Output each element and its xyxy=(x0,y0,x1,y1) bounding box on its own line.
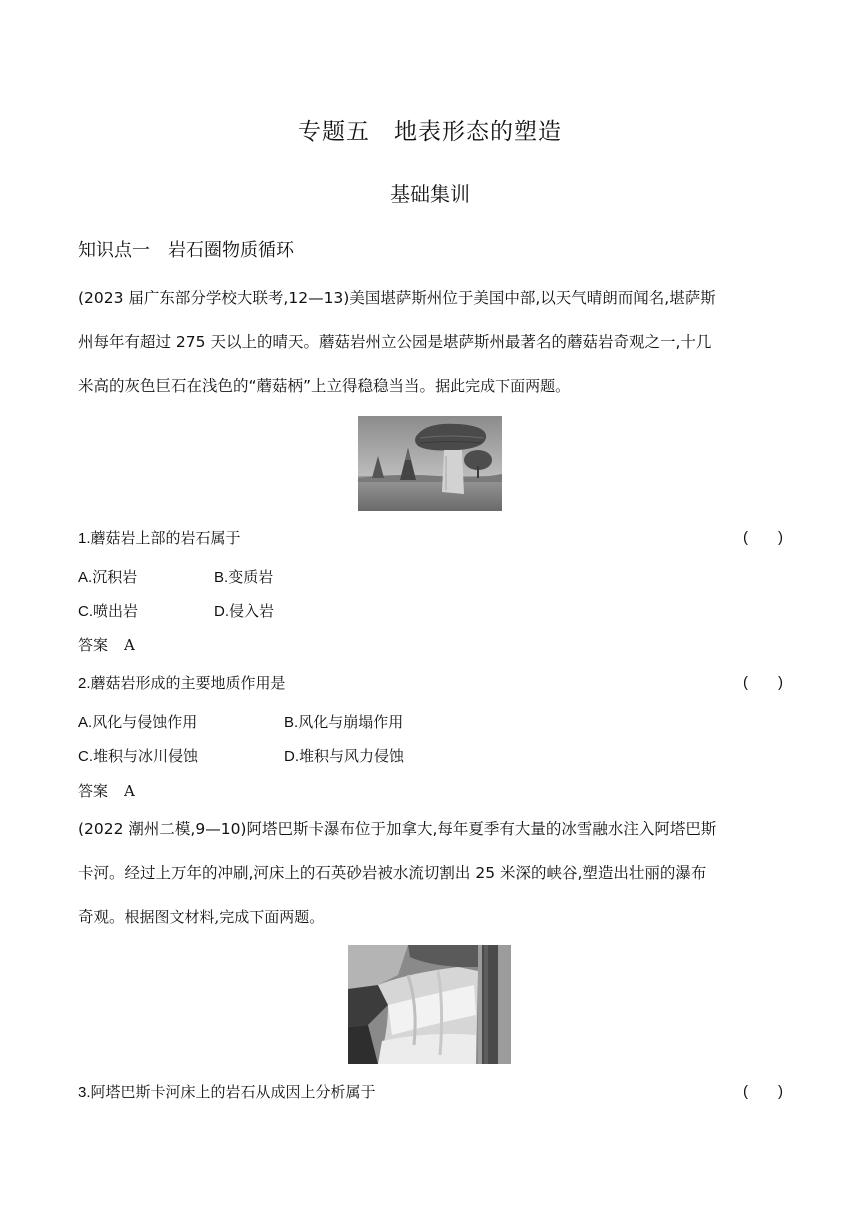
passage-2 xyxy=(78,807,783,939)
waterfall-photo xyxy=(348,945,511,1064)
option-letter: B. xyxy=(284,714,299,731)
question-2-option-d xyxy=(284,745,404,768)
question-2-answer-blank: ( ) xyxy=(743,674,783,691)
option-letter: A. xyxy=(78,714,93,731)
option-text: 变质岩 xyxy=(228,568,274,586)
option-letter: C. xyxy=(78,748,93,765)
option-text: 风化与侵蚀作用 xyxy=(92,713,198,731)
option-text: 风化与崩塌作用 xyxy=(298,713,404,731)
section-heading: 知识点一 岩石圈物质循环 xyxy=(78,240,294,261)
option-text: 堆积与风力侵蚀 xyxy=(299,747,405,765)
passage-2-line-1: (2022 潮州二模,9—10)阿塔巴斯卡瀑布位于加拿大,每年夏季有大量的冰雪融水注入阿塔巴斯 xyxy=(78,820,717,838)
question-1-answer-blank: ( ) xyxy=(743,529,783,546)
passage-1-line-3 xyxy=(78,364,783,408)
option-text: 沉积岩 xyxy=(92,568,138,586)
passage-1 xyxy=(78,276,783,408)
option-text: 侵入岩 xyxy=(229,602,275,620)
passage-1-line-2: 州每年有超过 275 天以上的晴天。蘑菇岩州立公园是堪萨斯州最著名的蘑菇岩奇观之一,十几 xyxy=(78,333,712,351)
page-subtitle: 基础集训 xyxy=(390,182,470,206)
passage-1-line-1: (2023 届广东部分学校大联考,12—13)美国堪萨斯州位于美国中部,以天气晴朗而闻名,堪萨斯 xyxy=(78,289,716,307)
passage-1-instruction: 据此完成下面两题。 xyxy=(435,377,571,395)
question-1-number: 1. xyxy=(78,530,91,547)
option-text: 堆积与冰川侵蚀 xyxy=(93,747,199,765)
option-letter: D. xyxy=(284,748,299,765)
answer-label: 答案 xyxy=(78,636,109,654)
passage-2-line-2: 卡河。经过上万年的冲刷,河床上的石英砂岩被水流切割出 25 米深的峡谷,塑造出壮丽的瀑布 xyxy=(78,864,707,882)
question-2-option-b xyxy=(284,711,403,734)
option-text: 喷出岩 xyxy=(93,602,139,620)
question-1-option-c xyxy=(78,600,138,623)
waterfall-illustration xyxy=(348,945,511,1064)
option-letter: D. xyxy=(214,603,229,620)
question-2-option-a xyxy=(78,711,197,734)
question-3-answer-blank: ( ) xyxy=(743,1083,783,1100)
answer-value: A xyxy=(124,636,135,654)
question-2-option-c xyxy=(78,745,198,768)
passage-2-line-3 xyxy=(78,895,783,939)
question-2-answer xyxy=(78,780,135,802)
question-2-text: 蘑菇岩形成的主要地质作用是 xyxy=(90,674,286,692)
mushroom-rock-illustration xyxy=(358,416,502,511)
question-1-option-d xyxy=(214,600,274,623)
question-3 xyxy=(78,1081,783,1104)
passage-2-instruction: 根据图文材料,完成下面两题。 xyxy=(124,908,325,926)
question-3-number: 3. xyxy=(78,1084,91,1101)
question-2-number: 2. xyxy=(78,675,91,692)
question-1-option-b xyxy=(214,566,273,589)
passage-1-line-3-main: 米高的灰色巨石在浅色的“蘑菇柄”上立得稳稳当当。 xyxy=(78,377,436,395)
answer-value: A xyxy=(124,782,135,800)
question-1-option-a xyxy=(78,566,137,589)
answer-label: 答案 xyxy=(78,782,109,800)
option-letter: B. xyxy=(214,569,229,586)
question-1-answer xyxy=(78,634,135,656)
page-title: 专题五 地表形态的塑造 xyxy=(298,119,562,145)
question-3-text: 阿塔巴斯卡河床上的岩石从成因上分析属于 xyxy=(90,1083,376,1101)
passage-2-line-3-main: 奇观。 xyxy=(78,908,125,926)
question-1-text: 蘑菇岩上部的岩石属于 xyxy=(90,529,241,547)
question-2 xyxy=(78,672,783,695)
question-1 xyxy=(78,527,783,550)
option-letter: A. xyxy=(78,569,93,586)
option-letter: C. xyxy=(78,603,93,620)
mushroom-rock-photo xyxy=(358,416,502,511)
